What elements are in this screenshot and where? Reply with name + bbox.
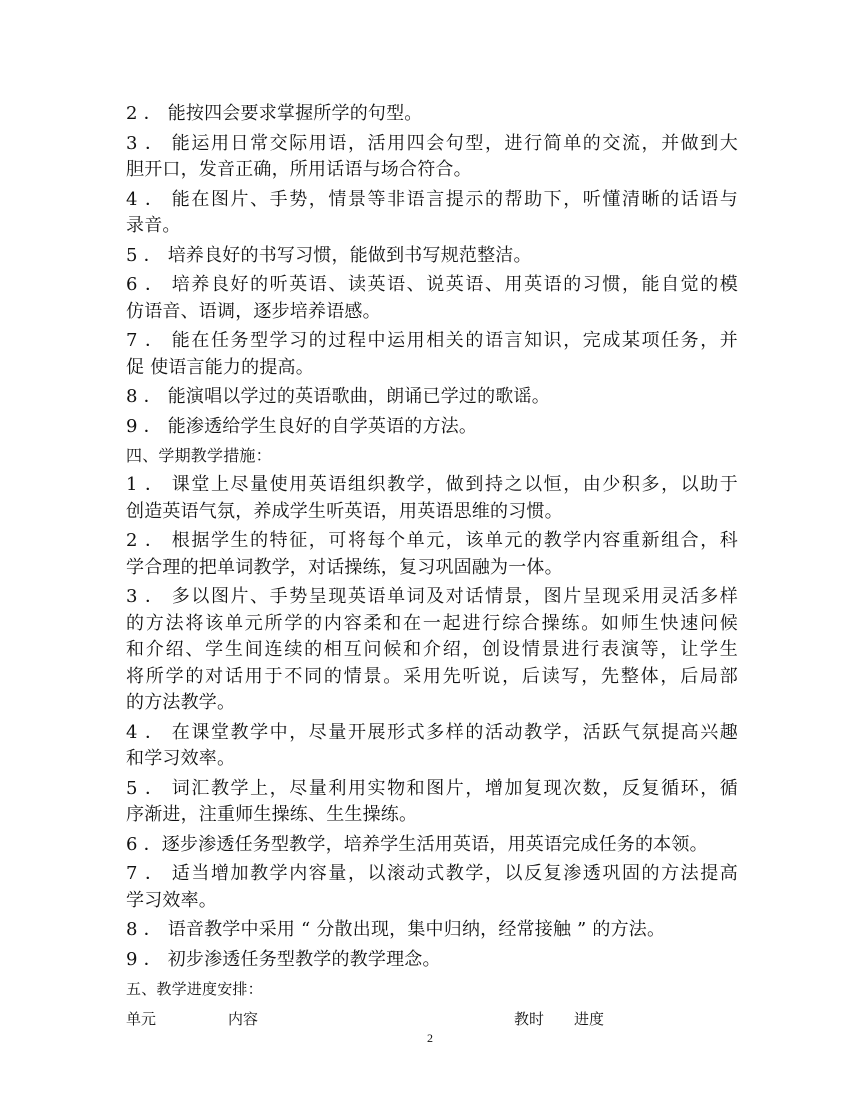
paragraph — [126, 528, 738, 581]
paragraph — [126, 584, 738, 717]
text-line: 仿语音、语调，逐步培养语感。 — [126, 300, 381, 322]
page-number: 2 — [427, 1031, 433, 1045]
paragraph — [126, 917, 738, 944]
text-line: 学合理的把单词教学，对话操练，复习巩固融为一体。 — [126, 556, 563, 578]
text-line: 7 ． 适当增加教学内容量，以滚动式教学，以反复渗透巩固的方法提高 — [126, 863, 738, 884]
text-line: 和学习效率。 — [126, 748, 236, 769]
text-line: 7 ． 能在任务型学习的过程中运用相关的语言知识，完成某项任务，并 — [126, 330, 738, 351]
document-body — [126, 101, 738, 1032]
text-line: 3 ． 多以图片、手势呈现英语单词及对话情景，图片呈现采用灵活多样 — [126, 586, 738, 607]
header-hours: 教时 — [514, 1010, 545, 1028]
text-line: 序渐进，注重师生操练、生生操练。 — [126, 804, 418, 825]
text-line: 8 ． 语音教学中采用 “ 分散出现，集中归纳，经常接触 ” 的方法。 — [126, 919, 666, 940]
text-line: 4 ． 在课堂教学中，尽量开展形式多样的活动教学，活跃气氛提高兴趣 — [126, 721, 738, 743]
text-line: 学习效率。 — [126, 889, 217, 911]
text-line: 四、学期教学措施： — [126, 446, 272, 465]
paragraph — [126, 414, 738, 441]
paragraph — [126, 947, 738, 974]
paragraph — [126, 472, 738, 525]
text-line: 3 ． 能运用日常交际用语，活用四会句型，进行简单的交流，并做到大 — [126, 132, 738, 154]
schedule-table-header — [126, 1006, 738, 1032]
text-line: 和介绍、学生间连续的相互问候和介绍，创设情景进行表演等，让学生 — [126, 639, 738, 660]
text-line: 促 使语言能力的提高。 — [126, 356, 314, 378]
text-line: 8 ． 能演唱以学过的英语歌曲，朗诵已学过的歌谣。 — [126, 386, 550, 407]
header-progress: 进度 — [574, 1010, 605, 1028]
text-line: 将所学的对话用于不同的情景。采用先听说，后读写，先整体，后局部 — [126, 665, 738, 687]
header-content: 内容 — [228, 1010, 259, 1028]
text-line: 5 ． 词汇教学上，尽量利用实物和图片，增加复现次数，反复循环，循 — [126, 777, 738, 799]
paragraph — [126, 776, 738, 829]
text-line: 2 ． 能按四会要求掌握所学的句型。 — [126, 103, 423, 124]
text-line: 6 ．逐步渗透任务型教学，培养学生活用英语，用英语完成任务的本领。 — [126, 833, 708, 855]
paragraph — [126, 861, 738, 914]
text-line: 1 ． 课堂上尽量使用英语组织教学，做到持之以恒，由少积多，以助于 — [126, 474, 738, 495]
text-line: 9 ． 能渗透给学生良好的自学英语的方法。 — [126, 415, 478, 437]
paragraph — [126, 720, 738, 773]
paragraph — [126, 443, 738, 469]
text-line: 2 ． 根据学生的特征，可将每个单元，该单元的教学内容重新组合，科 — [126, 530, 738, 551]
text-line: 创造英语气氛，养成学生听英语，用英语思维的习惯。 — [126, 500, 563, 522]
paragraph — [126, 384, 738, 411]
text-line: 的方法教学。 — [126, 692, 236, 713]
paragraph — [126, 243, 738, 270]
text-line: 胆开口，发音正确，所用话语与场合符合。 — [126, 159, 472, 180]
section-title: 五、教学进度安排： — [126, 980, 263, 998]
paragraph — [126, 328, 738, 381]
text-line: 的方法将该单元所学的内容柔和在一起进行综合操练。如师生快速问候 — [126, 612, 738, 634]
paragraph — [126, 131, 738, 184]
paragraph — [126, 272, 738, 325]
text-line: 6 ． 培养良好的听英语、读英语、说英语、用英语的习惯，能自觉的模 — [126, 274, 738, 295]
paragraph — [126, 187, 738, 240]
text-line: 录音。 — [126, 215, 181, 236]
paragraph — [126, 832, 738, 859]
text-line: 5 ． 培养良好的书写习惯，能做到书写规范整洁。 — [126, 244, 532, 266]
text-line: 4 ． 能在图片、手势，情景等非语言提示的帮助下，听懂清晰的话语与 — [126, 188, 738, 210]
text-line: 9 ． 初步渗透任务型教学的教学理念。 — [126, 948, 441, 970]
header-unit: 单元 — [126, 1010, 157, 1028]
paragraph — [126, 101, 738, 128]
